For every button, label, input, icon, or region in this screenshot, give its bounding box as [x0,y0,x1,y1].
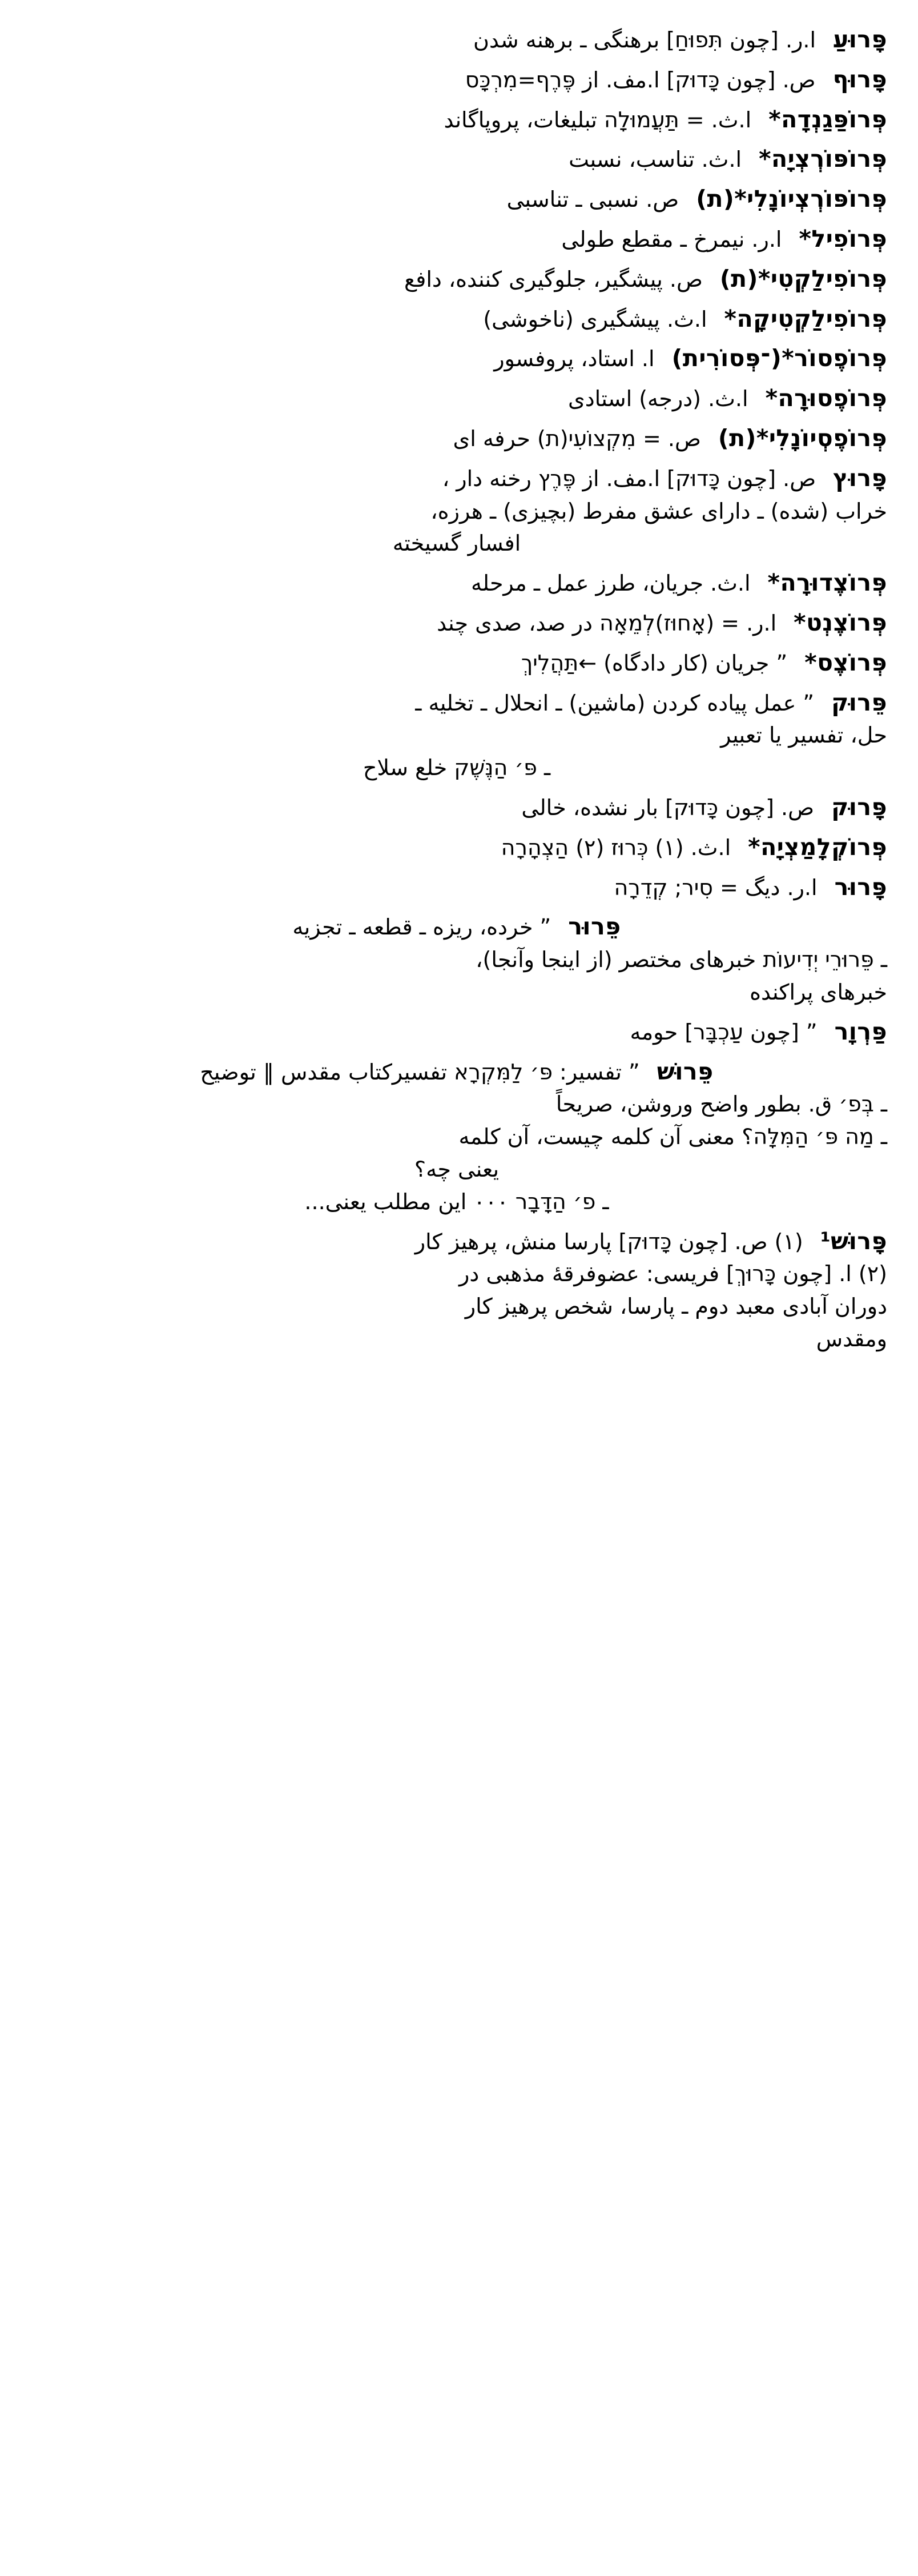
entry-first-line [26,870,887,904]
entry-first-line [26,1225,887,1258]
dictionary-entry [26,302,887,336]
dictionary-entry [26,606,887,640]
entry-headword: פֵּרוּשׁ [657,1057,714,1085]
entry-headword: פֵּרוּק [831,688,887,716]
dictionary-entry [26,222,887,256]
entry-first-line [26,422,887,455]
entry-first-line [26,791,887,824]
entry-definition-text: ” خرده، ریزه ـ قطعه ـ تجزیه [292,914,551,940]
entry-headword: פַּרְוָר [834,1017,887,1045]
entry-headword: פֵּרוּר [568,913,621,941]
entry-definition-text: ا.ر. = (אָחוּז)לְמֵאָה در صد، صدی چند [437,610,777,636]
entry-headword: פָּרוּשׁ¹ [820,1227,887,1255]
entry-definition-text: ص. [چون כָּדוּק] ا.مف. از פֶּרֶץ رخنه دار ، [442,466,816,491]
dictionary-entry [26,422,887,455]
entry-definition-text: (۱) ص. [چون כָּדוּק] پارسا منش، پرهیز کار [414,1229,803,1254]
entry-continuation-line [26,1258,887,1290]
entry-definition-text: یعنی چه؟ [414,1156,500,1182]
entry-definition-text: ـ פֵּרוּרֵי יְדִיעוֹת خبرهای مختصر (از اینجا وآنجا)، [476,947,887,973]
entry-first-line [26,910,887,944]
entry-definition-text: ” تفسیر: פּ׳ לַמִּקְרָא تفسیرکتاب مقدس ‖ توضیح [200,1059,640,1085]
entry-headword: פְּרוֹפֶסְיוֹנָלִי*(ת) [718,424,887,452]
entry-headword: פְּרוֹפֶסוּרָה* [765,384,887,412]
entry-definition-text: ا. استاد، پروفسور [494,346,655,372]
entry-definition-text: ا.ث. (۱) כְּרוּז (۲) הַצְהָרָה [501,834,731,860]
entry-first-line [26,830,887,864]
entry-headword: פְּרוֹצֶס* [804,648,887,676]
entry-headword: פְּרוֹפִילַקְטִיקָה* [724,304,887,332]
entry-continuation-line [26,1121,887,1153]
dictionary-entry [26,830,887,864]
entry-headword: פְּרוֹפּוֹרְצְיוֹנָלִי*(ת) [696,185,887,213]
entry-definition-text: ـ פּ׳ הַנֶּשֶׁק خلع سلاح [363,755,551,781]
entry-headword: פְּרוֹצֶדוּרָה* [767,569,887,597]
dictionary-entry [26,910,887,1008]
dictionary-entry [26,182,887,216]
dictionary-entry [26,382,887,415]
entry-continuation-line [26,527,887,560]
entry-first-line [26,462,887,495]
dictionary-entry [26,1015,887,1049]
entry-headword: פְּרוֹפּוֹרְצְיָה* [759,145,887,173]
entry-continuation-line [26,495,887,528]
entry-headword: פָּרוּעַ [833,26,887,53]
entry-definition-text: ص. = מִקְצוֹעִי(ת) حرفه ای [453,426,701,451]
entry-definition-text: ا.ث. (درجه) استادی [568,386,748,412]
entries-container [26,23,887,1355]
dictionary-entry [26,142,887,176]
entry-headword: פְּרוֹפִילַקְטִי*(ת) [719,264,887,292]
entry-first-line [26,1055,887,1089]
entry-first-line [26,23,887,57]
entry-headword: פָּרוּץ [833,464,887,492]
dictionary-entry [26,63,887,97]
entry-headword: פְּרוֹקְלָמַצְיָה* [748,833,887,861]
entry-headword: פְּרוֹפִיל* [799,224,887,252]
entry-definition-text: (۲) ا. [چون כָּרוּךְ] فریسی: عضوفرقهٔ مذهبی در [458,1261,887,1287]
entry-definition-text: ص. پیشگیر، جلوگیری کننده، دافع [404,266,703,292]
entry-continuation-line [26,1088,887,1121]
entry-definition-text: ص. [چون כָּדוּק] بار نشده، خالی [521,795,815,820]
entry-continuation-line [26,944,887,976]
entry-definition-text: ‌ا.ر. [چون תִּפוּחַ] برهنگی ـ برهنه شدن [473,27,816,53]
entry-definition-text: خراب (شده) ـ دارای عشق مفرط (بچیزی) ـ هرزه، [430,498,887,524]
entry-first-line [26,606,887,640]
dictionary-entry [26,566,887,600]
dictionary-entry [26,103,887,137]
entry-continuation-line [26,1153,887,1186]
entry-definition-text: ا.ر. نیمرخ ـ مقطع طولی [561,226,782,252]
dictionary-entry [26,23,887,57]
entry-first-line [26,1015,887,1049]
dictionary-entry [26,462,887,560]
dictionary-entry [26,646,887,680]
entry-definition-text: ـ בְּפ׳ ق. بطور واضح وروشن، صریحاً [555,1092,887,1117]
entry-continuation-line [26,976,887,1009]
entry-definition-text: ص. [چون כָּדוּק] ا.مف. از פֶּרֶף=מִרְכָּס [465,67,816,93]
entry-first-line [26,103,887,137]
entry-definition-text: ا.ث. پیشگیری (ناخوشی) [483,306,707,332]
entry-headword: פְּרוֹצֶנְט* [794,608,887,636]
entry-first-line [26,182,887,216]
entry-definition-text: دوران آبادی معبد دوم ـ پارسا، شخص پرهیز کار [465,1294,887,1319]
entry-definition-text: افسار گسیخته [392,531,521,556]
entry-continuation-line [26,1186,887,1218]
entry-definition-text: ا.ث. جریان، طرز عمل ـ مرحله [470,571,751,596]
entry-first-line [26,222,887,256]
entry-first-line [26,566,887,600]
entry-headword: פָּרוּק [831,793,887,821]
entry-headword: פְּרוֹפַּגַנְדָה* [768,105,887,133]
entry-first-line [26,382,887,415]
dictionary-entry [26,342,887,375]
entry-continuation-line [26,752,887,784]
entry-first-line [26,646,887,680]
entry-definition-text: ا.ث. = תַּעֲמוּלָה تبلیغات، پروپاگاند [444,107,752,133]
entry-headword: פָּרוּר [834,873,887,901]
dictionary-entry [26,870,887,904]
dictionary-entry [26,262,887,296]
dictionary-entry [26,686,887,784]
entry-definition-text: ا.ث. تناسب، نسبت [569,147,742,172]
entry-definition-text: ” [چون עַכְבָּר] حومه [630,1019,818,1045]
entry-first-line [26,342,887,375]
entry-definition-text: ص. نسبی ـ تناسبی [506,187,679,212]
entry-definition-text: ـ מַה פּ׳ הַמִּלָּה؟ معنی آن کلمه چیست، آن کلمه [458,1124,887,1150]
entry-first-line [26,302,887,336]
entry-definition-text: ” عمل پیاده کردن (ماشین) ـ انحلال ـ تخلیه ـ [415,690,815,716]
entry-continuation-line [26,719,887,752]
dictionary-entry [26,1225,887,1355]
dictionary-entry [26,791,887,824]
entry-definition-text: ا.ر. دیگ = סִיר; קְדֵרָה [614,874,818,900]
entry-definition-text: ـ פ׳ הַדָּבָר ۰۰۰ این مطلب یعنی... [304,1189,609,1214]
entry-first-line [26,63,887,97]
entry-continuation-line [26,1290,887,1323]
entry-first-line [26,262,887,296]
entry-definition-text: حل، تفسیر یا تعبیر [720,723,887,748]
entry-definition-text: ومقدس [816,1326,887,1351]
entry-headword: פָּרוּף [832,65,887,93]
entry-first-line [26,686,887,720]
entry-continuation-line [26,1323,887,1355]
entry-definition-text: ” جریان (کار دادگاه) ←תַּהֲלִיךְ [521,650,788,676]
entry-first-line [26,142,887,176]
entry-headword: פְּרוֹפֶסוֹר*(־פְּסוֹרִית) [671,344,887,372]
entry-definition-text: خبرهای پراکنده [750,979,887,1005]
dictionary-entry [26,1055,887,1218]
